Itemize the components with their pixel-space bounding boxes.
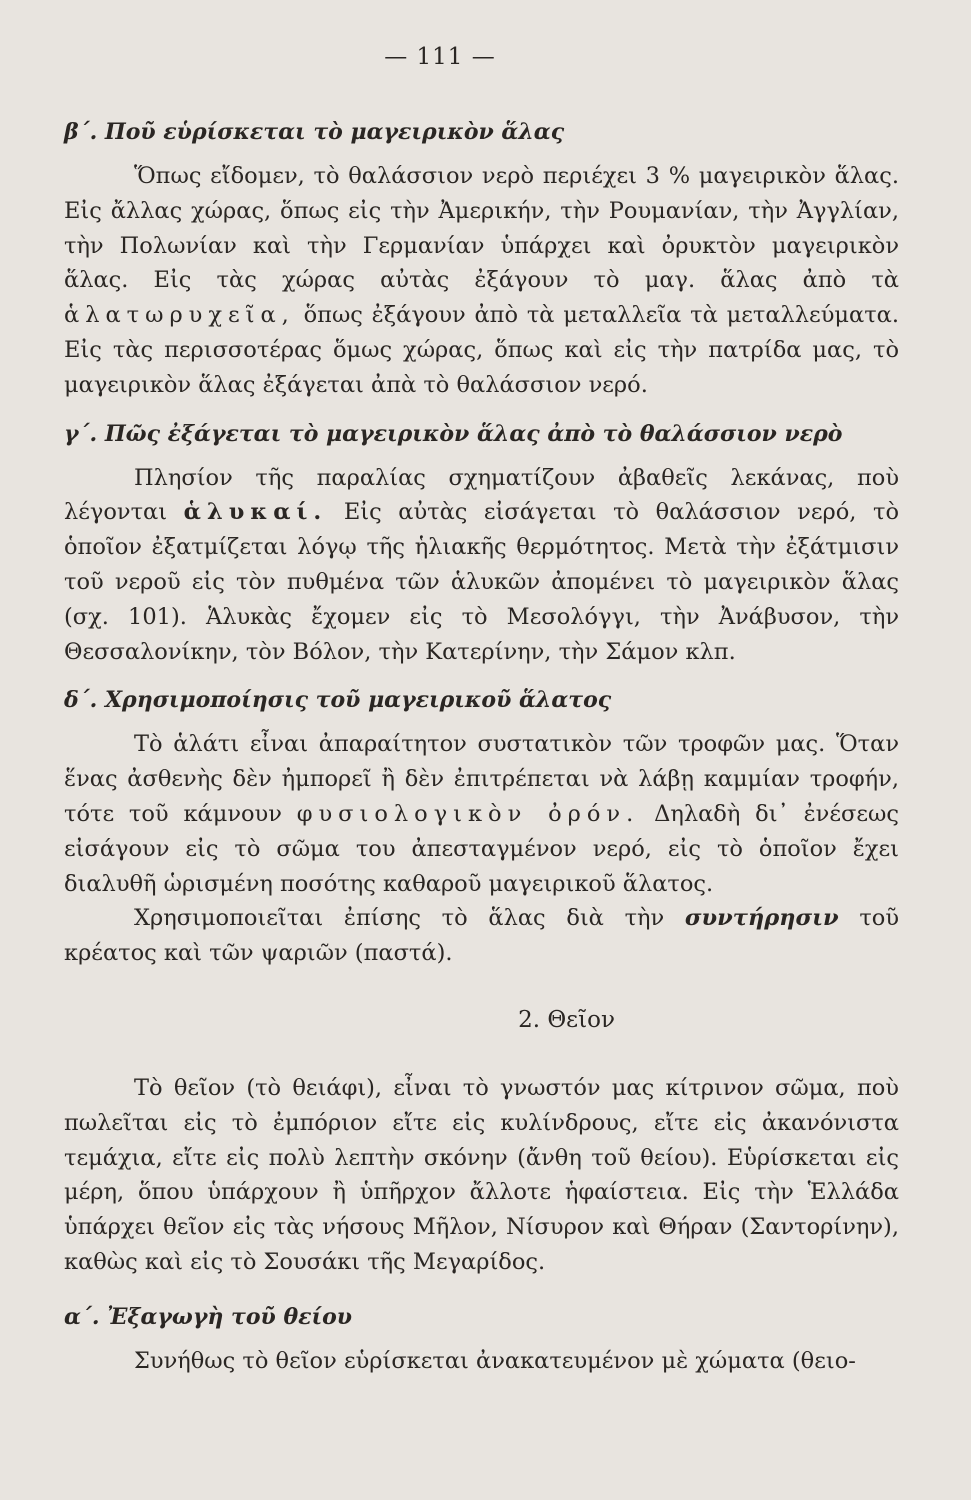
gamma-text-start: Πλησίον τῆς παραλίας σχηματίζουν ἀβαθεῖς λεκάνας, ποὺ λέγονται [64, 464, 899, 526]
delta-p2-end: τοῦ κρέατος καὶ τῶν ψαριῶν (παστά). [64, 905, 899, 967]
delta-text-start: Τὸ ἁλάτι εἶναι ἀπαραίτητον συστατικὸν τῶν τροφῶν μας. Ὅταν ἕνας ἀσθενὴς δὲν ἠμπορεῖ ἢ δὲν ἐπιτρέπεται νὰ λάβῃ καμμίαν τροφήν, τότε τοῦ κάμνουν [64, 731, 899, 827]
section-beta-paragraph [64, 159, 899, 403]
section-gamma-paragraph [64, 461, 899, 670]
section-theion-alpha-heading: α΄. Ἐξαγωγὴ τοῦ θείου [64, 1303, 353, 1330]
section-theion-alpha-paragraph: Συνήθως τὸ θεῖον εὑρίσκεται ἀνακατευμένον μὲ χώματα (θειο- [134, 1347, 856, 1374]
section-delta-paragraph-2 [64, 901, 899, 971]
section-theion-paragraph: Τὸ θεῖον (τὸ θειάφι), εἶναι τὸ γνωστόν μας κίτρινον σῶμα, ποὺ πωλεῖται εἰς τὸ ἐμπόριον εἴτε εἰς κυλίνδρους, εἴτε εἰς ἀκανόνιστα τεμάχια, εἴτε εἰς πολὺ λεπτὴν σκόνην (ἄνθη τοῦ θείου). Εὑρίσκεται εἰς μέρη, ὅπου ὑπάρχουν ἢ ὑπῆρχον ἄλλοτε ἡφαίστεια. Εἰς τὴν Ἑλλάδα ὑπάρχει θεῖον εἰς τὰς νήσους Μῆλον, Νίσυρον καὶ Θήραν (Σαντορίνην), καθὼς καὶ εἰς τὸ Σουσάκι τῆς Μεγαρίδος. [64, 1074, 899, 1275]
delta-text-end: Δηλαδὴ δι᾽ ἐνέσεως εἰσάγουν εἰς τὸ σῶμα του ἀπεσταγμένον νερό, εἰς τὸ ὁποῖον ἔχει διαλυθῆ ὡρισμένη ποσότης καθαροῦ μαγειρικοῦ ἅλατος. [64, 800, 899, 897]
delta-spaced-term: φυσιολογικὸν ὀρόν. [296, 800, 640, 827]
page-number: — 111 — [384, 44, 496, 70]
delta-p2-start: Χρησιμοποιεῖται ἐπίσης τὸ ἅλας διὰ τὴν [134, 905, 665, 932]
gamma-spaced-term: ἁλυκαί. [183, 499, 328, 526]
delta-p2-emphasis: συντήρησιν [684, 905, 839, 932]
section-delta-paragraph-1 [64, 727, 899, 901]
gamma-text-end: Εἰς αὐτὰς εἰσάγεται τὸ θαλάσσιον νερό, τὸ ὁποῖον ἐξατμίζεται λόγῳ τῆς ἡλιακῆς θερμότητος. Μετὰ τὴν ἐξάτμισιν τοῦ νεροῦ εἰς τὸν πυθμένα τῶν ἁλυκῶν ἀπομένει τὸ μαγειρικὸν ἅλας (σχ. 101). Ἁλυκὰς ἔχομεν εἰς τὸ Μεσολόγγι, τὴν Ἀνάβυσον, τὴν Θεσσαλονίκην, τὸν Βόλον, τὴν Κατερίνην, τὴν Σάμον κλπ. [64, 499, 900, 665]
beta-text-start: Ὅπως εἴδομεν, τὸ θαλάσσιον νερὸ περιέχει 3 % μαγειρικὸν ἅλας. Εἰς ἄλλας χώρας, ὅπως εἰς τὴν Ἀμερικήν, τὴν Ρουμανίαν, τὴν Ἀγγλίαν, τὴν Πολωνίαν καὶ τὴν Γερμανίαν ὑπάρχει καὶ ὀρυκτὸν μαγειρικὸν ἅλας. Εἰς τὰς χώρας αὐτὰς ἐξάγουν τὸ μαγ. ἅλας ἀπὸ τὰ [64, 163, 899, 294]
beta-spaced-term: ἁλατωρυχεῖα, [64, 302, 295, 329]
text-body [64, 115, 899, 1379]
section-beta-heading: β΄. Ποῦ εὑρίσκεται τὸ μαγειρικὸν ἅλας [64, 119, 565, 145]
section-delta-heading: δ΄. Χρησιμοποίησις τοῦ μαγειρικοῦ ἅλατος [64, 687, 612, 714]
section-gamma-heading: γ΄. Πῶς ἐξάγεται τὸ μαγειρικὸν ἅλας ἀπὸ τὸ θαλάσσιον νερὸ [64, 420, 843, 447]
beta-text-end: ὅπως ἐξάγουν ἀπὸ τὰ μεταλλεῖα τὰ μεταλλεύματα. Εἰς τὰς περισσοτέρας ὅμως χώρας, ὅπως καὶ εἰς τὴν πατρίδα μας, τὸ μαγειρικὸν ἅλας ἐξάγεται ἀπὰ τὸ θαλάσσιον νερό. [64, 302, 899, 398]
section-theion-title: 2. Θεῖον [518, 1006, 615, 1033]
